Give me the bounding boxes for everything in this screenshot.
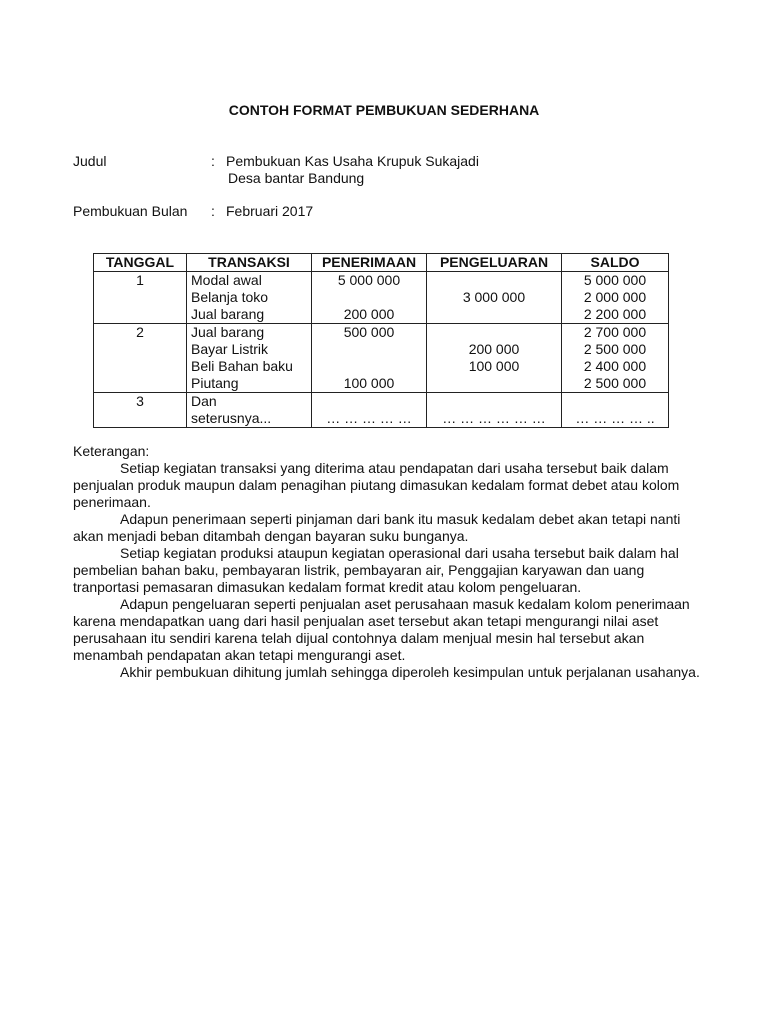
header-tanggal: TANGGAL [94,254,187,272]
saldo-value: 2 500 000 [583,341,647,357]
saldo-value [566,393,664,410]
transaksi-value: Modal awal [191,272,262,288]
notes-paragraph: Akhir pembukuan dihitung jumlah sehingga diperoleh kesimpulan untuk perjalanan usahanya. [120,664,700,680]
cell-pengeluaran [427,272,562,324]
cell-tanggal: 3 [94,393,187,428]
header-saldo: SALDO [562,254,669,272]
ledger-body [94,272,669,428]
notes-paragraph: Setiap kegiatan produksi ataupun kegiatan operasional dari usaha tersebut baik dalam hal pembelian bahan baku, pembayaran listrik, pembayaran air, Penggajian karyawan dan uang tranportasi pemasaran dimasukan kedalam format kredit atau kolom pengeluaran. [73,545,679,595]
penerimaan-value [316,393,422,410]
ledger-group-row [94,272,669,324]
cell-pengeluaran [427,324,562,393]
saldo-value: 2 500 000 [583,375,647,391]
cell-pengeluaran [427,393,562,428]
pengeluaran-value: 3 000 000 [462,289,526,305]
cell-saldo [562,393,669,428]
transaksi-value: Bayar Listrik [191,341,269,357]
penerimaan-value: 100 000 [343,375,395,391]
notes-paragraph: Setiap kegiatan transaksi yang diterima atau pendapatan dari usaha tersebut baik dalam penjualan produk maupun dalam penagihan piutang dimasukan kedalam format debet atau kolom penerimaan. [73,460,680,510]
cell-tanggal: 1 [94,272,187,324]
penerimaan-value: 5 000 000 [337,272,401,288]
bulan-label: Pembukuan Bulan [73,203,188,219]
notes-paragraph: Adapun pengeluaran seperti penjualan aset perusahaan masuk kedalam kolom penerimaan karena mendapatkan uang dari hasil penjualan aset tersebut akan tetapi mengurangi nilai aset perusahaan itu sendiri karena telah dijual contohnya dalam menjual mesin hal tersebut akan menambah pendapatan akan tetapi mengurangi aset. [73,596,690,663]
header-transaksi: TRANSAKSI [187,254,312,272]
cell-penerimaan [312,272,427,324]
cell-penerimaan [312,324,427,393]
pengeluaran-value [431,393,557,410]
cell-saldo [562,272,669,324]
penerimaan-value [316,358,422,375]
bulan-colon: : [211,203,215,219]
transaksi-value: Dan [191,393,217,409]
pengeluaran-value: … … … … … … [442,410,546,426]
saldo-value: … … … … .. [575,410,655,426]
pengeluaran-value: 200 000 [468,341,520,357]
saldo-value: 2 400 000 [583,358,647,374]
penerimaan-value: … … … … … [326,410,412,426]
transaksi-value: Piutang [191,375,239,391]
notes-heading: Keterangan: [73,443,150,459]
transaksi-value: Jual barang [191,306,265,322]
transaksi-value: Belanja toko [191,289,269,305]
saldo-value: 2 700 000 [583,324,647,340]
header-pengeluaran: PENGELUARAN [427,254,562,272]
judul-line-1: Pembukuan Kas Usaha Krupuk Sukajadi [226,153,479,169]
transaksi-value: Jual barang [191,324,265,340]
ledger-group-row [94,324,669,393]
pengeluaran-value [431,324,557,341]
ledger-table [93,253,669,428]
cell-saldo [562,324,669,393]
saldo-value: 2 200 000 [583,306,647,322]
notes-paragraph: Adapun penerimaan seperti pinjaman dari bank itu masuk kedalam debet akan tetapi nanti akan menjadi beban ditambah dengan bayaran suku bunganya. [73,511,681,544]
page-title: CONTOH FORMAT PEMBUKUAN SEDERHANA [228,102,540,118]
penerimaan-value [316,341,422,358]
judul-line-2: Desa bantar Bandung [228,170,365,186]
judul-label: Judul [73,153,107,169]
transaksi-value: Beli Bahan baku [191,358,293,374]
cell-transaksi [187,393,312,428]
penerimaan-value [316,289,422,306]
pengeluaran-value: 100 000 [468,358,520,374]
ledger-group-row [94,393,669,428]
pengeluaran-value [431,272,557,289]
saldo-value: 5 000 000 [583,272,647,288]
penerimaan-value: 200 000 [343,306,395,322]
cell-transaksi [187,272,312,324]
header-penerimaan: PENERIMAAN [312,254,427,272]
ledger-header-row [94,254,669,272]
judul-value [226,153,479,187]
pengeluaran-value [431,375,557,392]
judul-colon: : [211,153,215,169]
pengeluaran-value [431,306,557,323]
cell-tanggal: 2 [94,324,187,393]
notes-section [73,443,703,681]
bulan-value: Februari 2017 [226,203,314,219]
cell-penerimaan [312,393,427,428]
saldo-value: 2 000 000 [583,289,647,305]
penerimaan-value: 500 000 [343,324,395,340]
cell-transaksi [187,324,312,393]
transaksi-value: seterusnya... [191,410,272,426]
